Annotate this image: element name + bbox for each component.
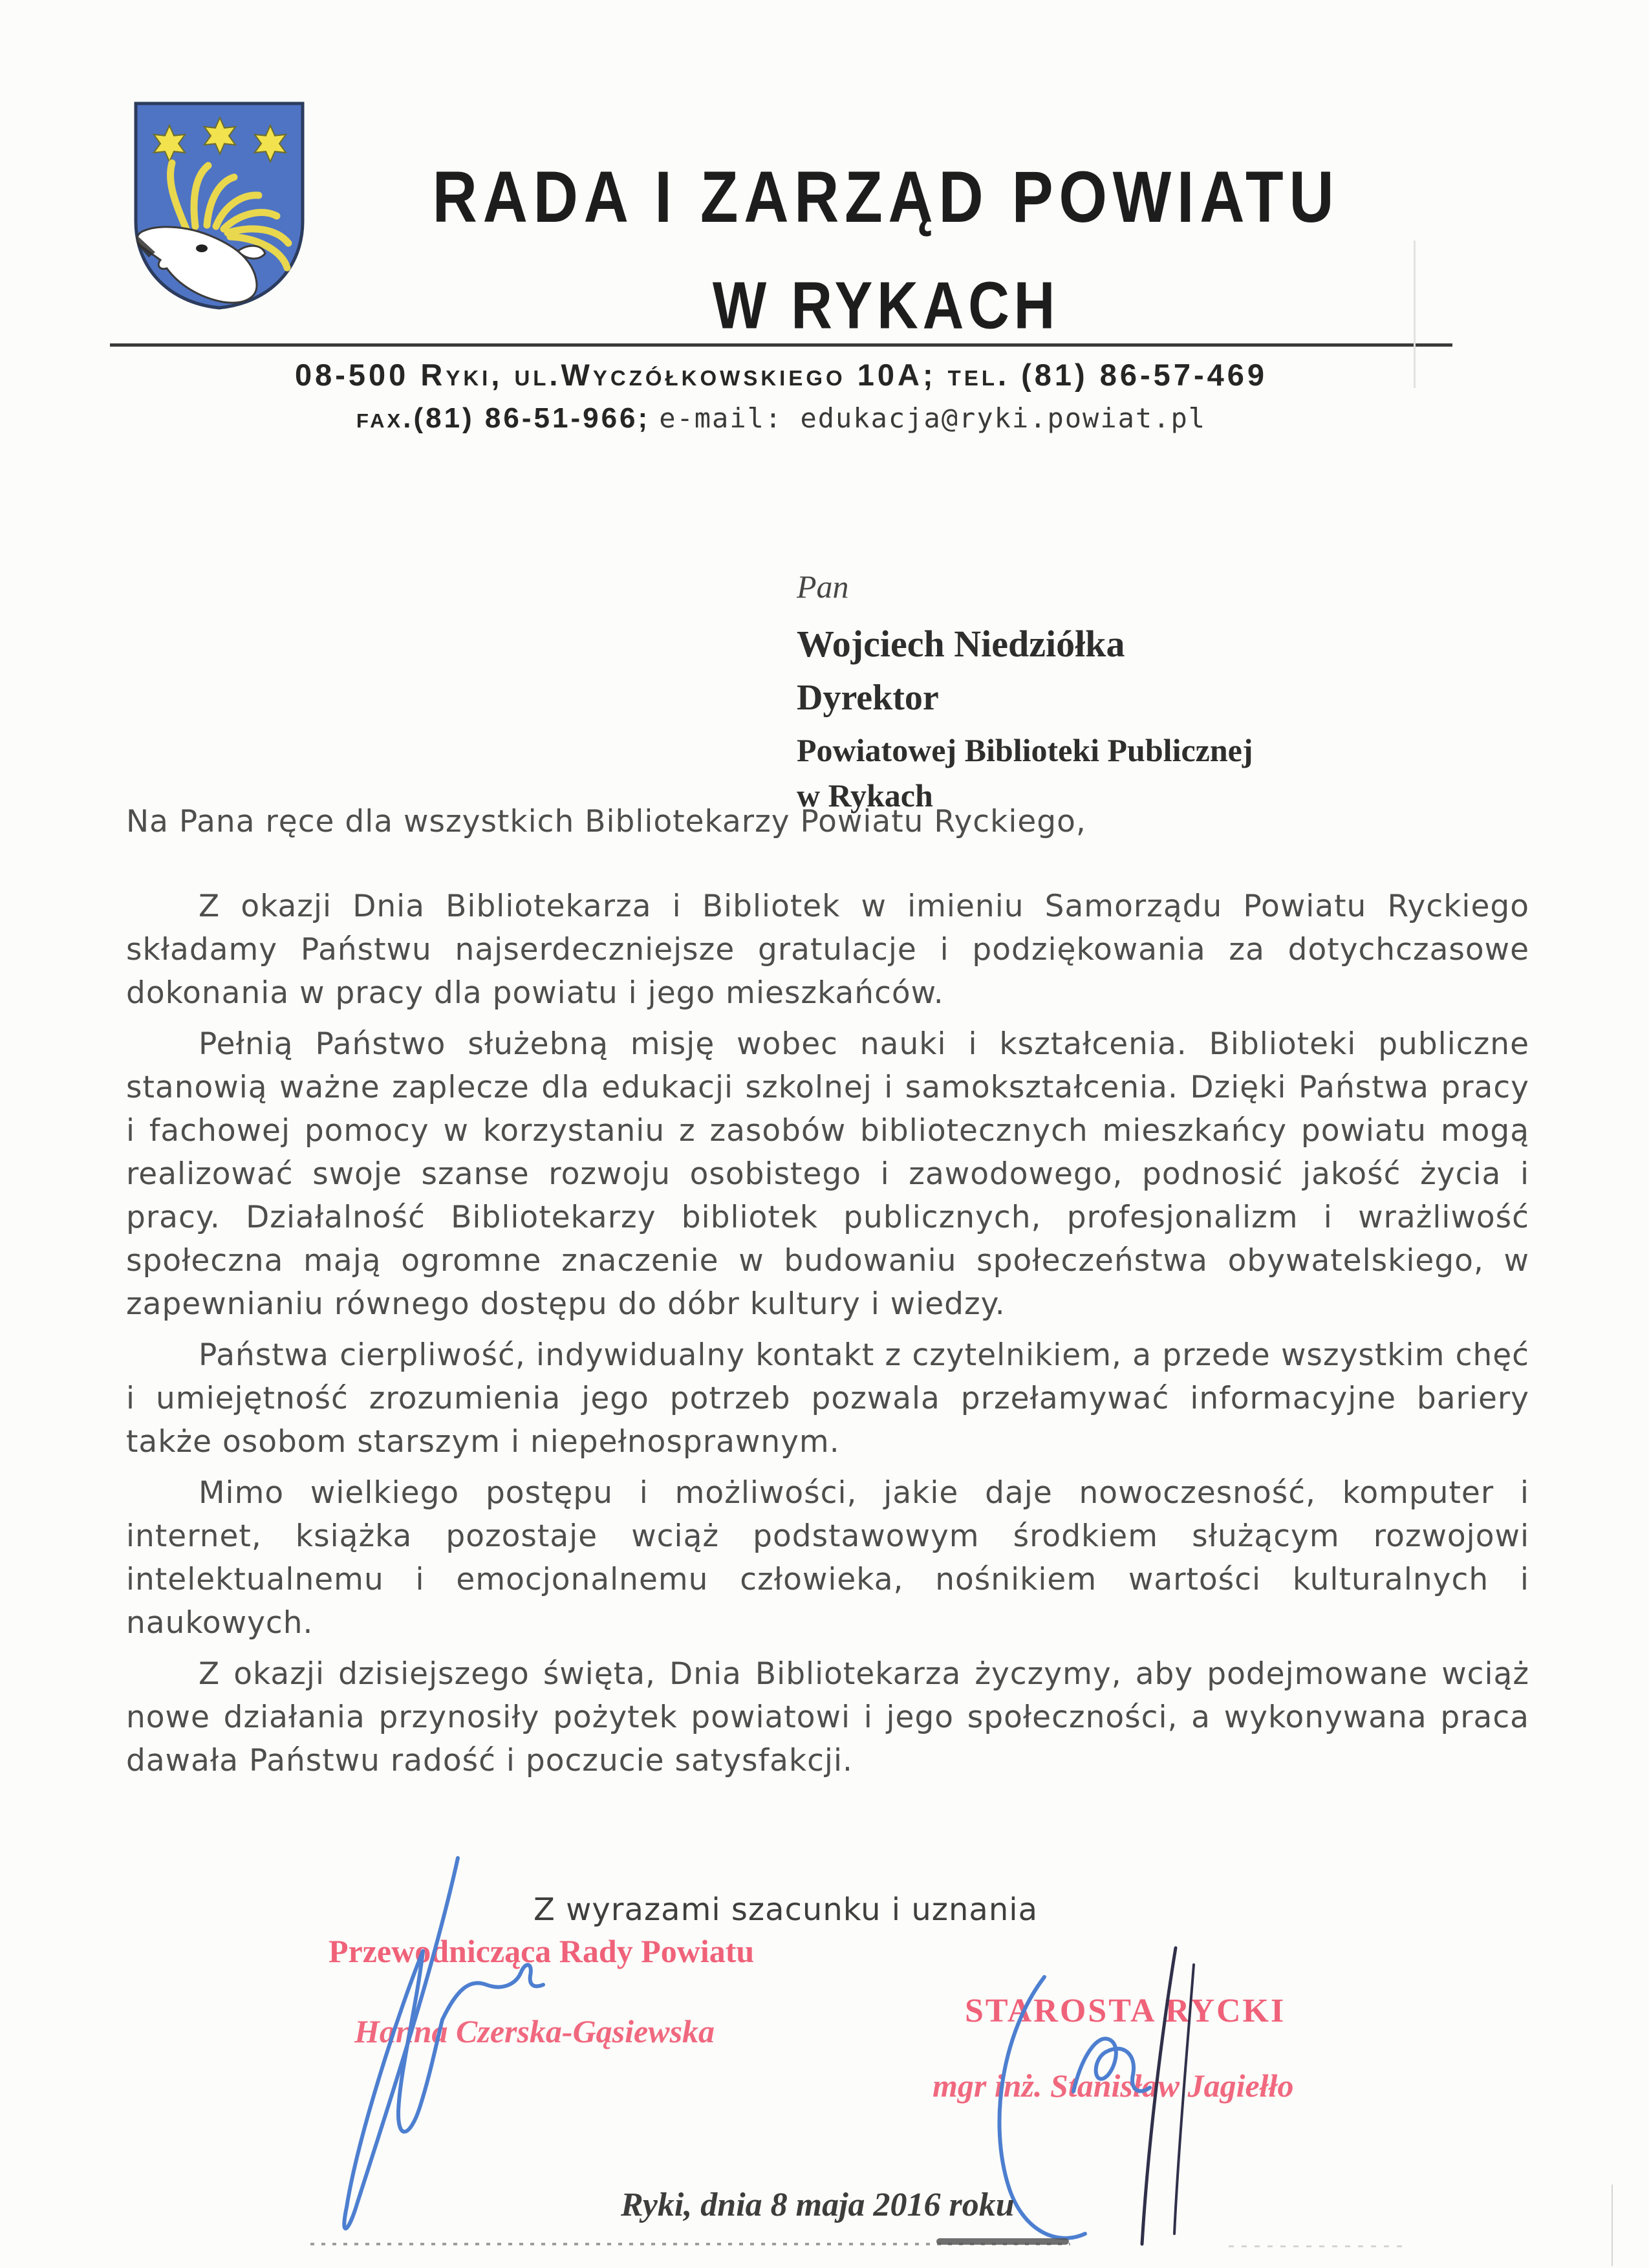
recipient-location: w Rykach	[797, 777, 933, 814]
letter-paragraph: Mimo wielkiego postępu i możliwości, jakie daje nowoczesność, komputer i internet, książka pozostaje wciąż podstawowym środkiem służącym rozwojowi intelektualnemu i emocjonalnemu człowieka, nośnikiem wartości kulturalnych i naukowych.	[126, 1475, 1529, 1641]
recipient-institution: Powiatowej Biblioteki Publicznej	[797, 732, 1253, 768]
letter-paragraph: Z okazji Dnia Bibliotekarza i Bibliotek w imieniu Samorządu Powiatu Ryckiego składamy Państwu najserdeczniejsze gratulacje i podziękowania za dotychczasowe dokonania w pracy dla powiatu i jego mieszkańców.	[126, 889, 1529, 1011]
recipient-name: Wojciech Niedziółka	[797, 623, 1125, 665]
org-name-line1: RADA I ZARZĄD POWIATU	[432, 157, 1340, 238]
stamp-right-role: STAROSTA RYCKI	[965, 1993, 1286, 2029]
stamp-left-role: Przewodnicząca Rady Powiatu	[329, 1933, 755, 1969]
header-divider	[110, 343, 1452, 347]
org-name-line2: W RYKACH	[712, 268, 1060, 343]
signature-ink-right	[983, 1941, 1267, 2265]
scan-streak	[1611, 2185, 1613, 2266]
fax-email-line	[110, 402, 1452, 435]
letter-paragraph: Z okazji dzisiejszego święta, Dnia Bibliotekarza życzymy, aby podejmowane wciąż nowe działania przynosiły pożytek powiatowi i jego społeczności, a wykonywana praca dawała Państwu radość i poczucie satysfakcji.	[126, 1656, 1529, 1778]
recipient-block	[797, 568, 1253, 814]
date-line: Ryki, dnia 8 maja 2016 roku	[621, 2187, 1015, 2223]
letter-paragraph: Państwa cierpliwość, indywidualny kontakt z czytelnikiem, a przede wszystkim chęć i umiejętność zrozumienia jego potrzeb pozwala przełamywać informacyjne bariery także osobom starszym i niepełnosprawnym.	[126, 1337, 1529, 1460]
letterhead-contacts	[110, 357, 1452, 435]
address-line: 08-500 Ryki, ul.Wyczółkowskiego 10A; tel. (81) 86-57-469	[294, 358, 1268, 392]
recipient-title: Dyrektor	[797, 678, 939, 718]
signature-ink-left	[303, 1840, 665, 2267]
coat-of-arms-icon	[129, 98, 309, 312]
scan-artifact	[1229, 2245, 1410, 2247]
scan-artifact	[936, 2238, 1069, 2245]
stamp-right-name: mgr inż. Stanisław Jagiełło	[932, 2068, 1294, 2104]
letter-paragraph: Pełnią Państwo służebną misję wobec nauki i kształcenia. Biblioteki publiczne stanowią ważne zaplecze dla edukacji szkolnej i samokształcenia. Dzięki Państwa pracy i fachowej pomocy w korzystaniu z zasobów bibliotecznych mieszkańcy powiatu mogą realizować swoje szanse rozwoju osobistego i zawodowego, podnosić jakość życia i pracy. Działalność Bibliotekarzy bibliotek publicznych, profesjonalizm i wrażliwość społeczna mają ogromne znaczenie w budowaniu społeczeństwa obywatelskiego, w zapewnianiu równego dostępu do dóbr kultury i wiedzy.	[126, 1026, 1529, 1322]
letter-opening: Na Pana ręce dla wszystkich Bibliotekarzy Powiatu Ryckiego,	[126, 804, 1086, 839]
email-address: e-mail: edukacja@ryki.powiat.pl	[659, 402, 1207, 434]
scan-streak	[1414, 241, 1416, 388]
fax-number: fax.(81) 86-51-966;	[356, 402, 651, 434]
letter-body	[126, 885, 1529, 1790]
letterhead	[362, 157, 1410, 343]
recipient-salutation: Pan	[797, 568, 849, 605]
letter-closing: Z wyrazami szacunku i uznania	[534, 1892, 1038, 1928]
stamp-left-name: Hanna Czerska-Gąsiewska	[354, 2013, 715, 2049]
